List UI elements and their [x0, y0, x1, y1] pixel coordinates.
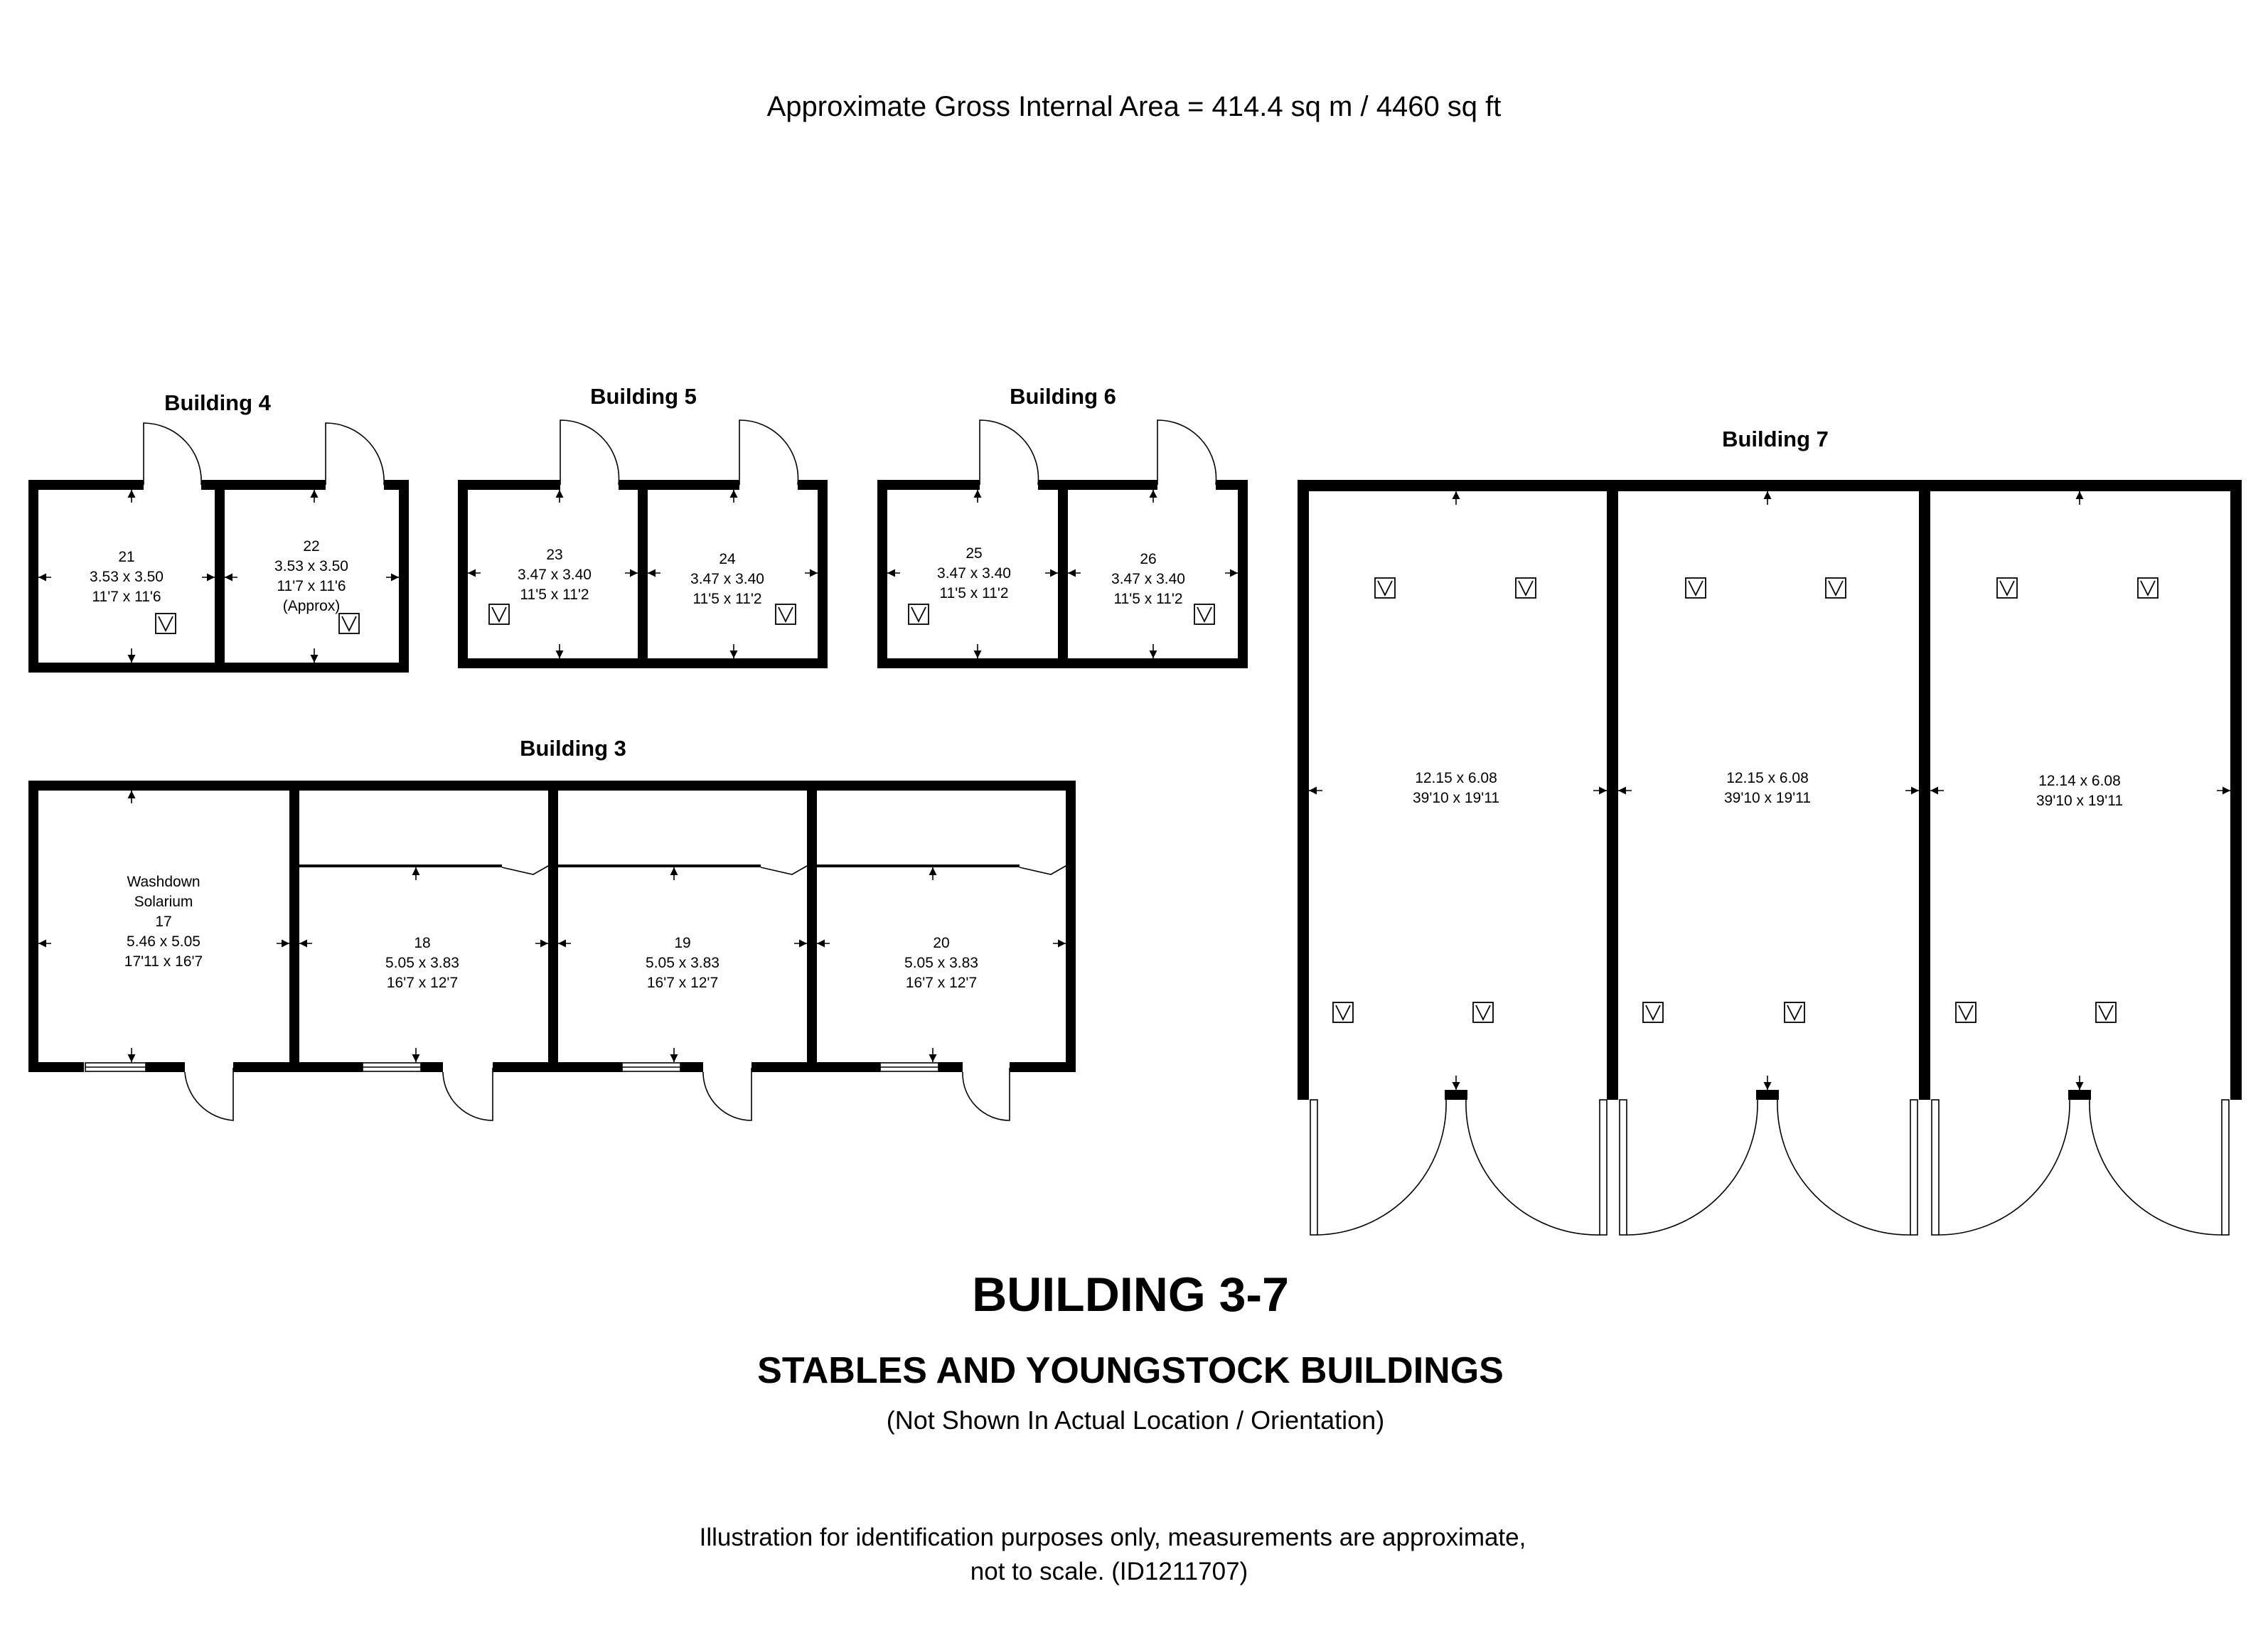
room-21-imperial: 11'7 x 11'6: [92, 589, 161, 605]
building-7-bay-b-label: [1724, 770, 1811, 806]
room-20-label: [904, 935, 978, 991]
room-19-name: 19: [674, 935, 691, 951]
building-4-doors: [144, 423, 384, 485]
room-20-imperial: 16'7 x 12'7: [905, 975, 978, 991]
room-17-name-line1: Washdown: [127, 874, 200, 890]
room-24-imperial: 11'5 x 11'2: [692, 591, 762, 607]
building-7-bay-a-label: [1413, 770, 1499, 806]
room-24-label: [690, 551, 764, 607]
orientation-note: (Not Shown In Actual Location / Orientation): [886, 1406, 1385, 1435]
room-20-metric: 5.05 x 3.83: [904, 955, 978, 971]
building-5-title: Building 5: [590, 384, 697, 409]
building-3-title: Building 3: [520, 736, 626, 761]
room-25-label: [937, 545, 1011, 601]
bay-b-imperial: 39'10 x 19'11: [1723, 790, 1812, 806]
room-22-label: [274, 538, 348, 614]
room-18-metric: 5.05 x 3.83: [385, 955, 459, 971]
room-25-name: 25: [965, 545, 983, 562]
bay-a-imperial: 39'10 x 19'11: [1412, 790, 1500, 806]
building-6-title: Building 6: [1010, 384, 1116, 409]
disclaimer-line-1: Illustration for identification purposes only, measurements are approximate,: [699, 1524, 1526, 1551]
room-23-imperial: 11'5 x 11'2: [520, 587, 589, 603]
building-5-walls: [458, 480, 828, 668]
bay-c-imperial: 39'10 x 19'11: [2036, 793, 2124, 809]
room-19-imperial: 16'7 x 12'7: [646, 975, 719, 991]
building-7-bay-c-label: [2036, 773, 2123, 809]
room-20-name: 20: [933, 935, 950, 951]
bay-c-metric: 12.14 x 6.08: [2038, 773, 2121, 789]
disclaimer-line-2: not to scale. (ID1211707): [970, 1558, 1248, 1585]
building-6-doors: [980, 420, 1216, 485]
room-17-label: [124, 874, 203, 970]
plan-subtitle: STABLES AND YOUNGSTOCK BUILDINGS: [757, 1350, 1504, 1391]
room-18-label: [385, 935, 459, 991]
room-21-name: 21: [118, 549, 135, 565]
room-17-imperial: 17'11 x 16'7: [124, 953, 203, 970]
room-24-metric: 3.47 x 3.40: [690, 571, 764, 587]
room-24-name: 24: [719, 551, 736, 567]
room-17-name-line2: Solarium: [134, 894, 193, 910]
building-4-walls: [28, 480, 409, 673]
room-22-note: (Approx): [282, 598, 341, 614]
bay-a-metric: 12.15 x 6.08: [1415, 770, 1497, 786]
room-26-label: [1111, 551, 1185, 607]
room-26-metric: 3.47 x 3.40: [1111, 571, 1185, 587]
room-18-imperial: 16'7 x 12'7: [386, 975, 459, 991]
room-22-metric: 3.53 x 3.50: [274, 558, 348, 574]
building-6-walls: [877, 480, 1248, 668]
building-5-doors: [560, 420, 798, 485]
area-heading: Approximate Gross Internal Area = 414.4 sq m / 4460 sq ft: [766, 91, 1502, 122]
room-21-metric: 3.53 x 3.50: [90, 569, 164, 585]
room-17-metric: 5.46 x 5.05: [127, 933, 200, 950]
building-3-doors: [185, 866, 1066, 1120]
room-23-label: [518, 547, 592, 603]
room-25-imperial: 11'5 x 11'2: [939, 585, 1009, 601]
room-26-name: 26: [1140, 551, 1157, 567]
room-22-imperial: 11'7 x 11'6: [277, 578, 346, 594]
building-3-walls: [28, 781, 1076, 1072]
room-19-label: [646, 935, 720, 991]
building-4-title: Building 4: [164, 390, 271, 415]
room-23-name: 23: [546, 547, 563, 563]
building-7-title: Building 7: [1722, 427, 1829, 451]
room-25-metric: 3.47 x 3.40: [937, 565, 1011, 582]
room-19-metric: 5.05 x 3.83: [646, 955, 720, 971]
room-23-metric: 3.47 x 3.40: [518, 567, 592, 583]
building-7-doors: [1310, 1100, 2229, 1235]
plan-title: BUILDING 3-7: [972, 1268, 1289, 1322]
bay-b-metric: 12.15 x 6.08: [1726, 770, 1809, 786]
room-18-name: 18: [414, 935, 431, 951]
room-26-imperial: 11'5 x 11'2: [1113, 591, 1183, 607]
room-17-number: 17: [155, 914, 172, 930]
room-22-name: 22: [303, 538, 320, 555]
room-21-label: [90, 549, 164, 605]
